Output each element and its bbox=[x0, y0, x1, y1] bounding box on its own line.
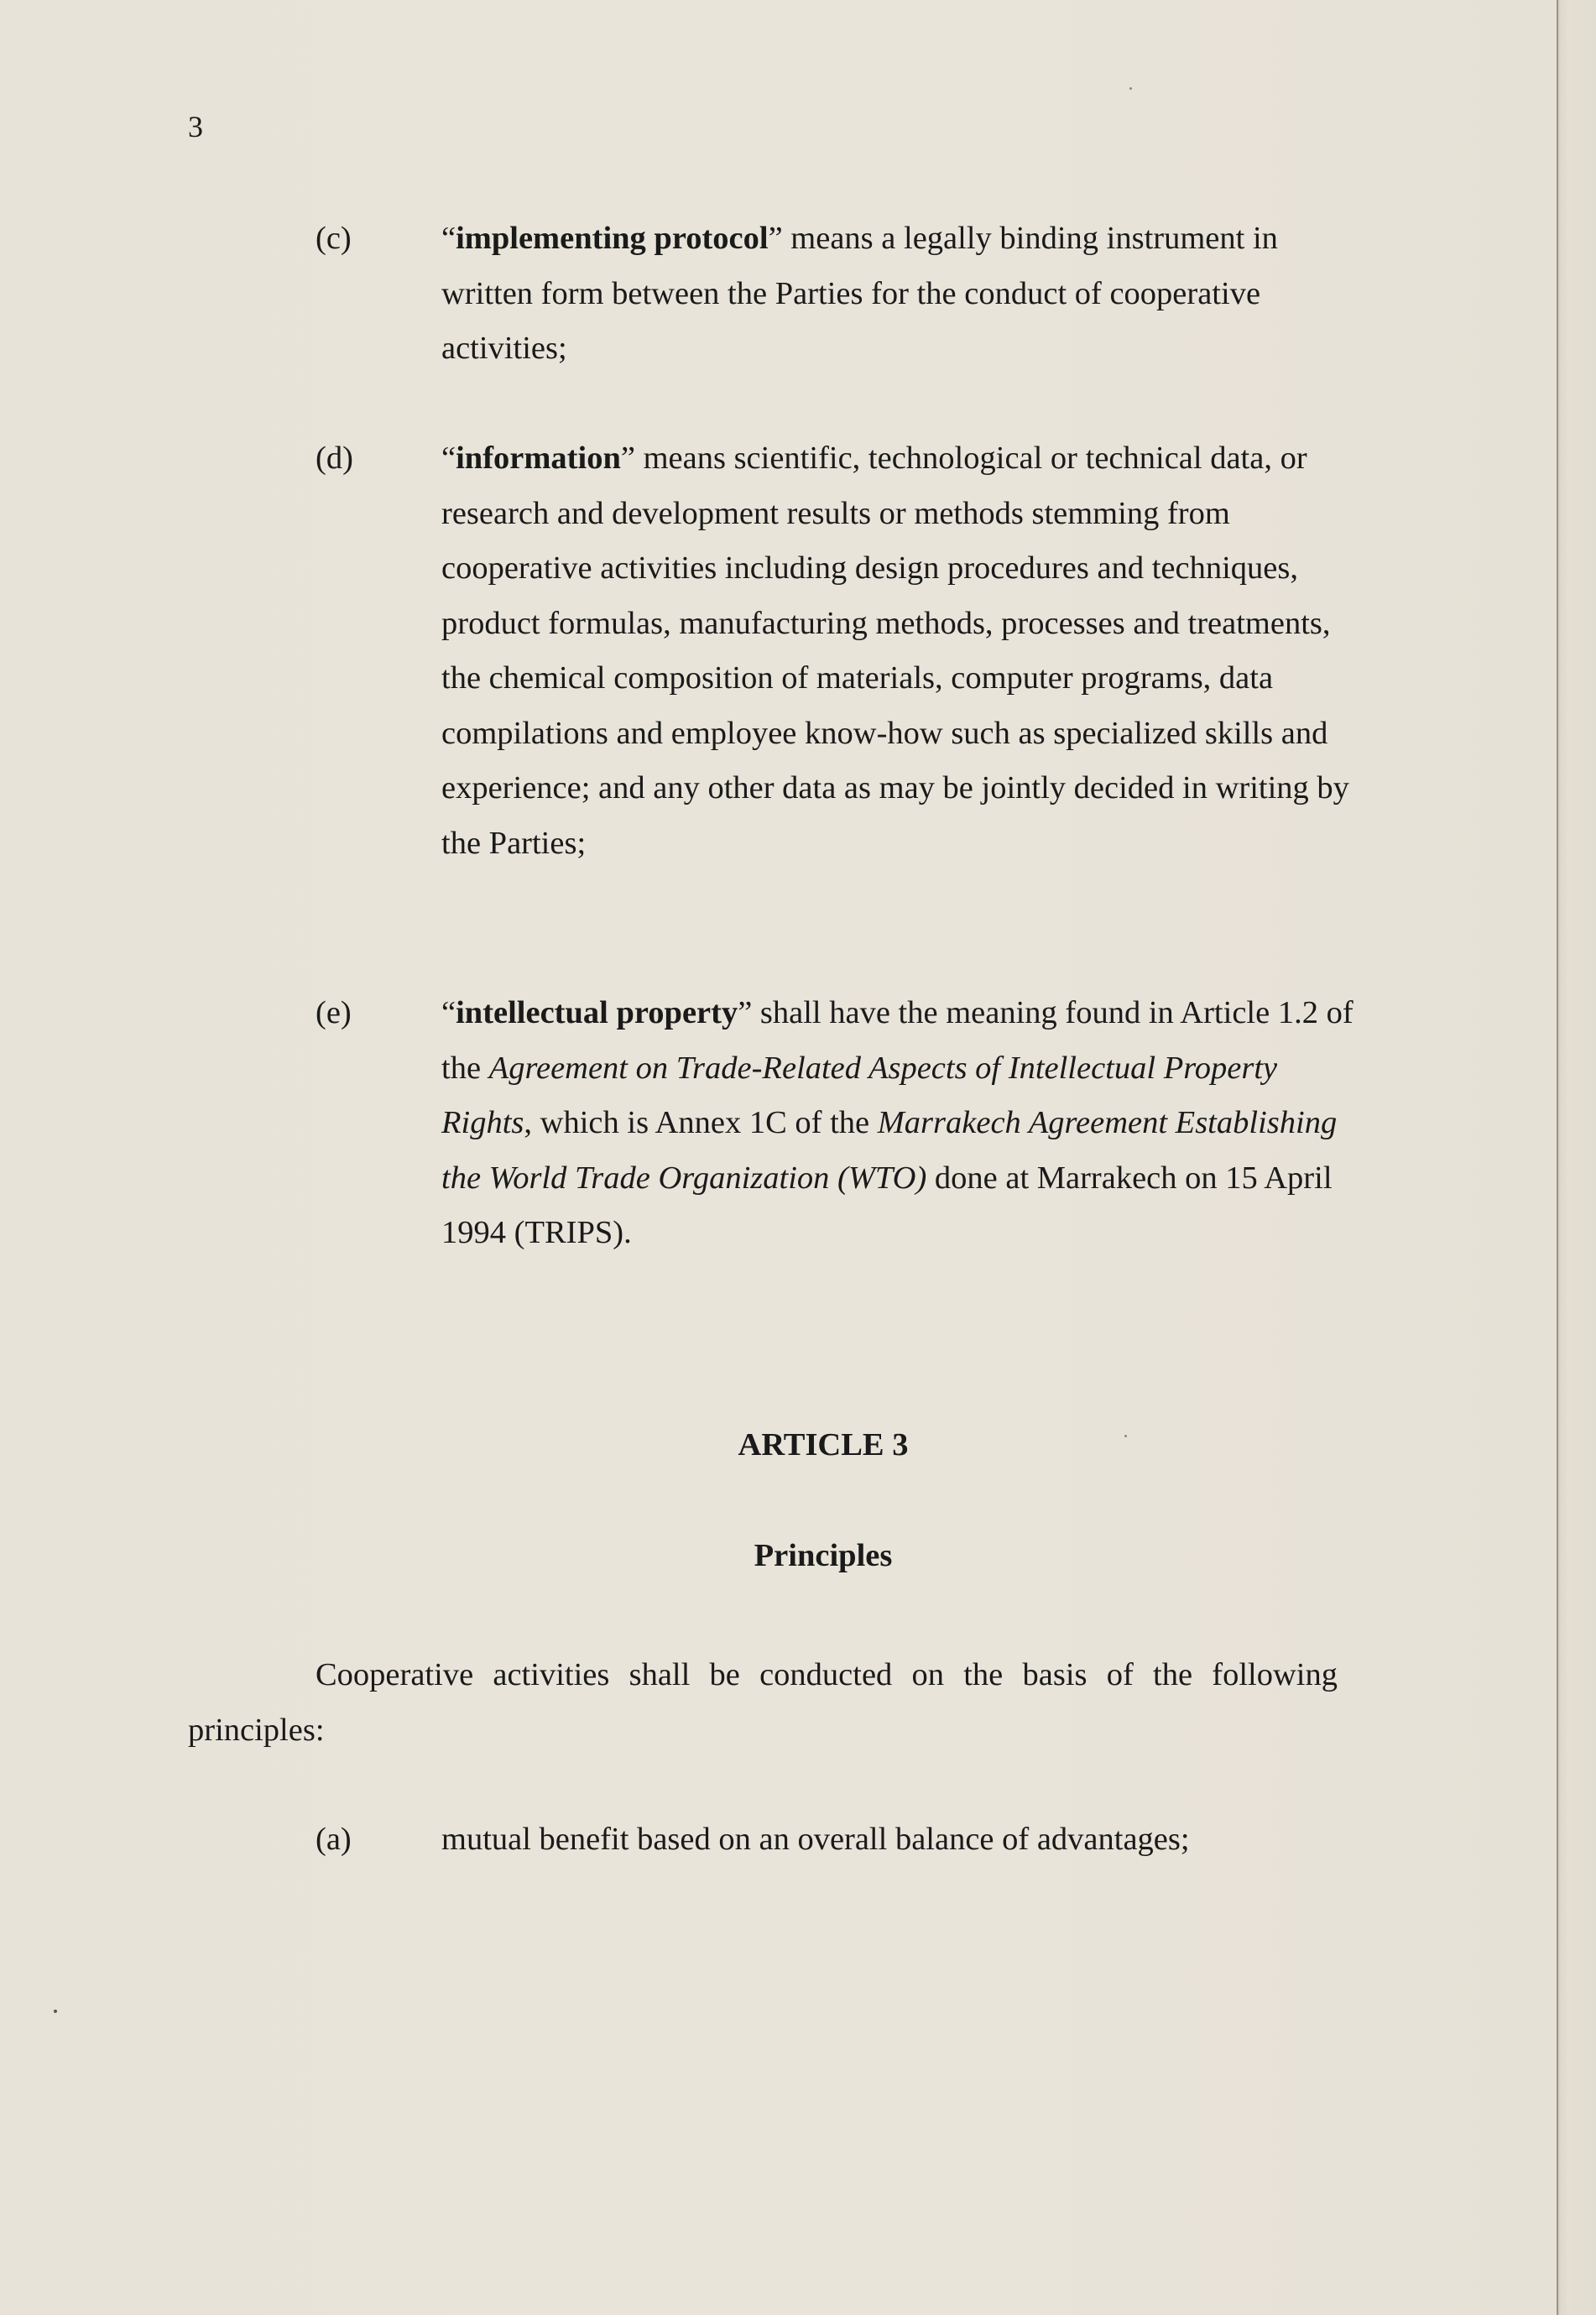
definition-d bbox=[316, 431, 1356, 871]
definition-e bbox=[316, 986, 1356, 1261]
principle-text: mutual benefit based on an overall balance of advantages; bbox=[441, 1822, 1190, 1857]
cited-agreement-title: Agreement on Trade-Related Aspects of Intellectual Property Rights bbox=[441, 1050, 1278, 1140]
definition-letter: (d) bbox=[316, 441, 353, 476]
page-edge-line bbox=[1557, 0, 1558, 2315]
principle-a bbox=[316, 1812, 1356, 1868]
article-subheading: Principles bbox=[754, 1538, 893, 1573]
scan-speck bbox=[1124, 1435, 1127, 1437]
defined-term: intellectual property bbox=[456, 995, 738, 1030]
definition-text: “intellectual property” shall have the meaning found in Article 1.2 of the Agreement on Trade-Related Aspects of Intellectual Property Rights, which is Annex 1C of the Marrakech Agreement Establishing the World Trade Organization (WTO) done at Marrakech on 15 April 1994 (TRIPS). bbox=[441, 995, 1353, 1250]
defined-term: information bbox=[456, 441, 621, 476]
defined-term: implementing protocol bbox=[456, 221, 769, 256]
article-intro-paragraph: Cooperative activities shall be conducted on the basis of the following principles: bbox=[188, 1657, 1338, 1748]
definition-letter: (c) bbox=[316, 221, 352, 256]
principle-letter: (a) bbox=[316, 1822, 352, 1857]
page-edge-shadow bbox=[1557, 0, 1596, 2315]
scan-speck bbox=[1129, 87, 1132, 90]
scan-speck bbox=[54, 2010, 57, 2013]
cited-agreement-title: Marrakech Agreement Establishing the World Trade Organization (WTO) bbox=[441, 1105, 1338, 1196]
article-heading: ARTICLE 3 bbox=[738, 1427, 909, 1463]
definition-text: “information” means scientific, technological or technical data, or research and development results or methods stemming from cooperative activities including design procedures and techniques, product formulas, manufacturing methods, processes and treatments, the chemical composition of materials, computer programs, data compilations and employee know-how such as specialized skills and experience; and any other data as may be jointly decided in writing by the Parties; bbox=[441, 441, 1349, 861]
definition-text: “implementing protocol” means a legally binding instrument in written form between the Parties for the conduct of cooperative activities; bbox=[441, 221, 1278, 366]
definition-c bbox=[316, 211, 1356, 377]
page-number: 3 bbox=[188, 110, 203, 143]
definition-letter: (e) bbox=[316, 995, 352, 1030]
